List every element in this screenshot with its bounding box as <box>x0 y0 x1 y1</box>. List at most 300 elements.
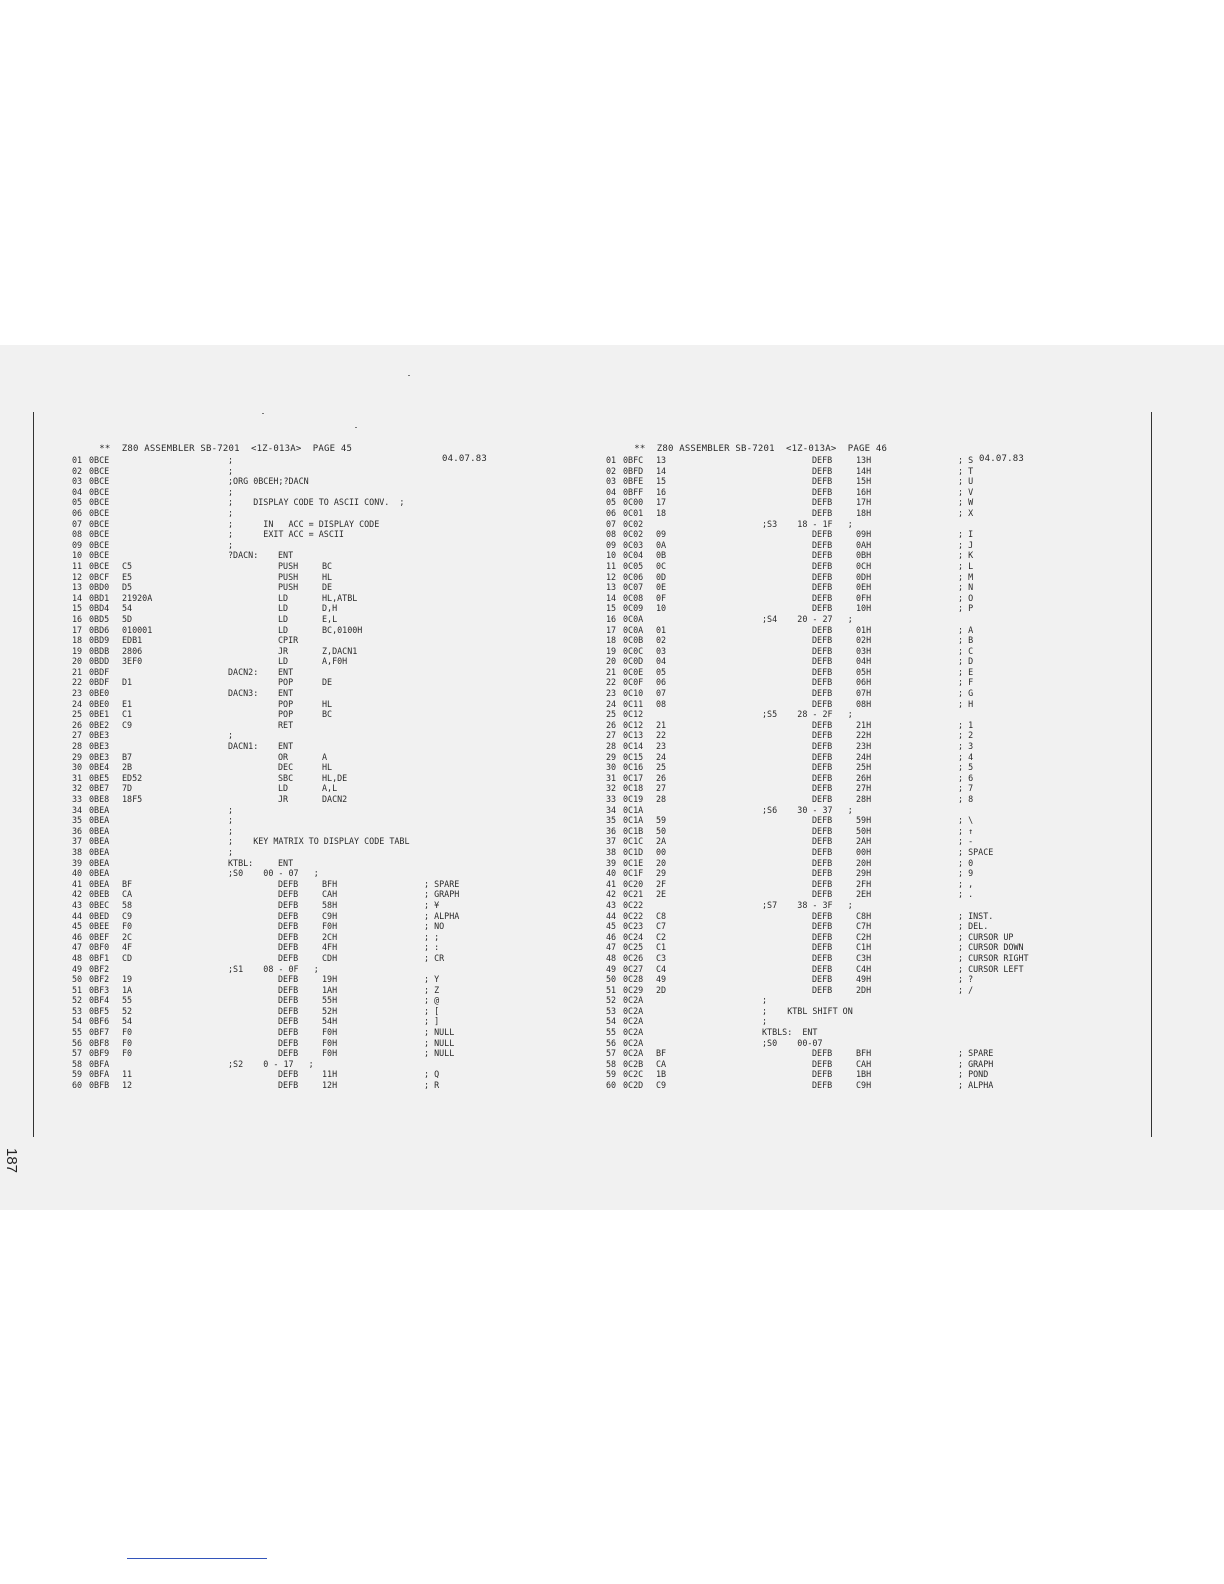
object-code: 55 <box>122 995 133 1006</box>
address: 0BD4 <box>89 603 110 614</box>
address: 0C11 <box>623 698 644 709</box>
address: 0C15 <box>623 751 644 762</box>
listing-line <box>606 455 1126 466</box>
listing-line <box>606 497 1126 508</box>
operand: 15H <box>856 476 872 487</box>
line-number: 51 <box>606 984 617 995</box>
object-code: F0 <box>122 1027 133 1038</box>
object-code: 05 <box>656 666 667 677</box>
listing-line <box>606 773 1126 784</box>
address: 0BCE <box>89 476 110 487</box>
mnemonic: DEFB <box>278 889 299 900</box>
listing-line <box>72 688 592 699</box>
address: 0C2A <box>623 1027 644 1038</box>
listing-line <box>72 815 592 826</box>
label-field: ;S5 28 - 2F ; <box>762 709 853 720</box>
operand: 04H <box>856 656 872 667</box>
listing-line <box>606 540 1126 551</box>
line-number: 15 <box>606 603 617 614</box>
listing-line <box>72 1027 592 1038</box>
comment: ; 6 <box>958 772 974 783</box>
object-code: 50 <box>656 825 667 836</box>
operand: BC <box>322 709 333 720</box>
left-margin-rule <box>33 412 34 1137</box>
line-number: 37 <box>606 836 617 847</box>
page-number: 187 <box>3 1148 20 1174</box>
address: 0BEA <box>89 846 110 857</box>
mnemonic: DEFB <box>812 751 833 762</box>
comment: ; , <box>958 878 974 889</box>
mnemonic: DEFB <box>812 836 833 847</box>
line-number: 26 <box>72 719 83 730</box>
comment: ; G <box>958 688 974 699</box>
object-code: 0D <box>656 571 667 582</box>
address: 0C01 <box>623 507 644 518</box>
address: 0C2A <box>623 1016 644 1027</box>
listing-line <box>72 487 592 498</box>
listing-line <box>606 879 1126 890</box>
mnemonic: LD <box>278 783 289 794</box>
line-number: 10 <box>606 550 617 561</box>
object-code: CA <box>656 1058 667 1069</box>
listing-line <box>72 635 592 646</box>
address: 0C0A <box>623 613 644 624</box>
line-number: 06 <box>72 507 83 518</box>
line-number: 48 <box>606 952 617 963</box>
mnemonic: DEFB <box>812 486 833 497</box>
operand: A <box>322 751 328 762</box>
object-code: F0 <box>122 1037 133 1048</box>
address: 0C1D <box>623 846 644 857</box>
operand: HL <box>322 698 333 709</box>
line-number: 23 <box>72 688 83 699</box>
operand: 27H <box>856 783 872 794</box>
listing-line <box>606 964 1126 975</box>
operand: 0EH <box>856 582 872 593</box>
line-number: 29 <box>72 751 83 762</box>
comment: ; I <box>958 529 974 540</box>
operand: C9H <box>322 910 338 921</box>
mnemonic: POP <box>278 698 294 709</box>
object-code: 06 <box>656 677 667 688</box>
listing-line <box>606 836 1126 847</box>
mnemonic: DEFB <box>812 730 833 741</box>
line-number: 41 <box>606 878 617 889</box>
listing-line <box>606 699 1126 710</box>
operand: 17H <box>856 497 872 508</box>
mnemonic: DEFB <box>812 783 833 794</box>
operand: 2FH <box>856 878 872 889</box>
listing-line <box>606 582 1126 593</box>
mnemonic: DEFB <box>278 931 299 942</box>
left-page-listing <box>72 455 592 1091</box>
listing-line <box>72 730 592 741</box>
mnemonic: DEFB <box>812 889 833 900</box>
comment: ; 7 <box>958 783 974 794</box>
operand: 2DH <box>856 984 872 995</box>
line-number: 32 <box>606 783 617 794</box>
listing-line <box>606 487 1126 498</box>
address: 0BFA <box>89 1069 110 1080</box>
right-header-date: 04.07.83 <box>979 454 1024 464</box>
mnemonic: DEFB <box>812 592 833 603</box>
address: 0BE5 <box>89 772 110 783</box>
listing-line <box>72 720 592 731</box>
label-field: ; <box>228 465 234 476</box>
operand: F0H <box>322 1037 338 1048</box>
comment: ; POND <box>958 1069 989 1080</box>
address: 0BF9 <box>89 1048 110 1059</box>
address: 0BCE <box>89 560 110 571</box>
label-field: ;S6 30 - 37 ; <box>762 804 853 815</box>
address: 0C08 <box>623 592 644 603</box>
mnemonic: DEFB <box>812 741 833 752</box>
listing-line <box>72 762 592 773</box>
operand: 08H <box>856 698 872 709</box>
mnemonic: DEFB <box>812 688 833 699</box>
right-margin-rule <box>1151 412 1152 1137</box>
listing-line <box>606 974 1126 985</box>
operand: 26H <box>856 772 872 783</box>
address: 0C0F <box>623 677 644 688</box>
label-field: ; <box>228 486 234 497</box>
comment: ; 5 <box>958 762 974 773</box>
mnemonic: DEFB <box>812 1080 833 1091</box>
label-field: KTBL: <box>228 857 254 868</box>
object-code: 11 <box>122 1069 133 1080</box>
comment: ; Z <box>424 984 440 995</box>
line-number: 11 <box>72 560 83 571</box>
listing-line <box>606 847 1126 858</box>
object-code: 17 <box>656 497 667 508</box>
address: 0BEB <box>89 889 110 900</box>
comment: ; 9 <box>958 868 974 879</box>
operand: C4H <box>856 963 872 974</box>
object-code: 12 <box>122 1080 133 1091</box>
listing-line <box>72 783 592 794</box>
listing-line <box>606 1080 1126 1091</box>
operand: 1AH <box>322 984 338 995</box>
object-code: 24 <box>656 751 667 762</box>
mnemonic: DEFB <box>812 963 833 974</box>
listing-line <box>606 826 1126 837</box>
address: 0C26 <box>623 952 644 963</box>
listing-line <box>72 1006 592 1017</box>
object-code: 54 <box>122 1016 133 1027</box>
line-number: 20 <box>606 656 617 667</box>
mnemonic: DEFB <box>812 719 833 730</box>
comment: ; T <box>958 465 974 476</box>
listing-line <box>72 868 592 879</box>
address: 0BEA <box>89 836 110 847</box>
operand: HL,ATBL <box>322 592 358 603</box>
listing-line <box>606 677 1126 688</box>
line-number: 01 <box>72 455 83 465</box>
line-number: 05 <box>72 497 83 508</box>
label-field: ;S3 18 - 1F ; <box>762 518 853 529</box>
object-code: 02 <box>656 635 667 646</box>
listing-line <box>72 1069 592 1080</box>
listing-line <box>606 1038 1126 1049</box>
address: 0C12 <box>623 719 644 730</box>
address: 0C13 <box>623 730 644 741</box>
operand: 02H <box>856 635 872 646</box>
mnemonic: DEFB <box>278 1080 299 1091</box>
line-number: 43 <box>606 899 617 910</box>
line-number: 42 <box>606 889 617 900</box>
object-code: 2D <box>656 984 667 995</box>
address: 0BCE <box>89 465 110 476</box>
address: 0BF6 <box>89 1016 110 1027</box>
operand: DACN2 <box>322 794 348 804</box>
address: 0BCE <box>89 550 110 561</box>
address: 0C14 <box>623 741 644 752</box>
line-number: 20 <box>72 656 83 667</box>
line-number: 09 <box>606 539 617 550</box>
line-number: 37 <box>72 836 83 847</box>
operand: F0H <box>322 1027 338 1038</box>
line-number: 22 <box>72 677 83 688</box>
comment: ; 2 <box>958 730 974 741</box>
address: 0BCE <box>89 455 110 465</box>
label-field: ; DISPLAY CODE TO ASCII CONV. ; <box>228 497 405 508</box>
mnemonic: ENT <box>278 688 294 699</box>
mnemonic: DEFB <box>812 931 833 942</box>
mnemonic: DEFB <box>812 539 833 550</box>
line-number: 25 <box>72 709 83 720</box>
address: 0BFB <box>89 1080 110 1091</box>
listing-line <box>606 476 1126 487</box>
comment: ; 1 <box>958 719 974 730</box>
operand: HL <box>322 762 333 773</box>
object-code: 21 <box>656 719 667 730</box>
address: 0BF8 <box>89 1037 110 1048</box>
listing-line <box>72 529 592 540</box>
address: 0C00 <box>623 497 644 508</box>
comment: ; DEL. <box>958 921 989 932</box>
listing-line <box>72 826 592 837</box>
label-field: ; <box>228 846 234 857</box>
operand: CDH <box>322 952 338 963</box>
object-code: 0B <box>656 550 667 561</box>
operand: DE <box>322 677 333 688</box>
mnemonic: DEFB <box>812 857 833 868</box>
line-number: 25 <box>606 709 617 720</box>
address: 0C02 <box>623 518 644 529</box>
object-code: 01 <box>656 624 667 635</box>
listing-line <box>606 858 1126 869</box>
label-field: ; KTBL SHIFT ON <box>762 1005 853 1016</box>
line-number: 06 <box>606 507 617 518</box>
line-number: 60 <box>72 1080 83 1091</box>
listing-line <box>606 720 1126 731</box>
operand: CAH <box>322 889 338 900</box>
left-header-title: ** Z80 ASSEMBLER SB-7201 <1Z-013A> PAGE 45 <box>99 444 353 454</box>
mnemonic: DEFB <box>812 560 833 571</box>
address: 0C16 <box>623 762 644 773</box>
listing-line <box>606 783 1126 794</box>
listing-line <box>72 625 592 636</box>
listing-line <box>72 964 592 975</box>
object-code: BF <box>656 1048 667 1059</box>
operand: 50H <box>856 825 872 836</box>
operand: 22H <box>856 730 872 741</box>
comment: ; ALPHA <box>424 910 460 921</box>
object-code: 0C <box>656 560 667 571</box>
address: 0C22 <box>623 899 644 910</box>
listing-line <box>606 603 1126 614</box>
address: 0BEA <box>89 804 110 815</box>
line-number: 27 <box>606 730 617 741</box>
comment: ; 0 <box>958 857 974 868</box>
line-number: 52 <box>72 995 83 1006</box>
line-number: 17 <box>72 624 83 635</box>
listing-line <box>72 1080 592 1091</box>
line-number: 11 <box>606 560 617 571</box>
label-field: ; <box>228 455 234 465</box>
address: 0BD1 <box>89 592 110 603</box>
line-number: 48 <box>72 952 83 963</box>
line-number: 19 <box>606 645 617 656</box>
listing-line <box>72 582 592 593</box>
object-code: CA <box>122 889 133 900</box>
comment: ; V <box>958 486 974 497</box>
label-field: ; <box>228 825 234 836</box>
object-code: 00 <box>656 846 667 857</box>
line-number: 14 <box>606 592 617 603</box>
line-number: 53 <box>606 1005 617 1016</box>
object-code: 0E <box>656 582 667 593</box>
comment: ; SPARE <box>958 1048 994 1059</box>
object-code: 25 <box>656 762 667 773</box>
mnemonic: DEFB <box>278 1037 299 1048</box>
address: 0BD6 <box>89 624 110 635</box>
address: 0BEC <box>89 899 110 910</box>
address: 0BCE <box>89 539 110 550</box>
comment: ; S <box>958 455 974 465</box>
listing-line <box>72 889 592 900</box>
line-number: 12 <box>72 571 83 582</box>
line-number: 59 <box>606 1069 617 1080</box>
comment: ; ; <box>424 931 440 942</box>
line-number: 28 <box>606 741 617 752</box>
line-number: 10 <box>72 550 83 561</box>
comment: ; CURSOR DOWN <box>958 942 1024 953</box>
label-field: ; EXIT ACC = ASCII <box>228 529 344 540</box>
line-number: 57 <box>606 1048 617 1059</box>
line-number: 08 <box>606 529 617 540</box>
object-code: 1B <box>656 1069 667 1080</box>
line-number: 30 <box>72 762 83 773</box>
listing-line <box>606 805 1126 816</box>
listing-line <box>606 646 1126 657</box>
line-number: 13 <box>72 582 83 593</box>
address: 0C28 <box>623 974 644 985</box>
object-code: F0 <box>122 1048 133 1059</box>
listing-line <box>72 519 592 530</box>
object-code: C4 <box>656 963 667 974</box>
line-number: 07 <box>606 518 617 529</box>
label-field: ;ORG 0BCEH;?DACN <box>228 476 309 487</box>
mnemonic: DEFB <box>812 698 833 709</box>
mnemonic: DEFB <box>278 984 299 995</box>
label-field: ;S4 20 - 27 ; <box>762 613 853 624</box>
line-number: 03 <box>606 476 617 487</box>
listing-line <box>606 656 1126 667</box>
listing-line <box>606 1006 1126 1017</box>
operand: 06H <box>856 677 872 688</box>
line-number: 13 <box>606 582 617 593</box>
address: 0BF3 <box>89 984 110 995</box>
mnemonic: ENT <box>278 857 294 868</box>
address: 0BE0 <box>89 698 110 709</box>
object-code: C9 <box>122 910 133 921</box>
address: 0C0B <box>623 635 644 646</box>
line-number: 39 <box>606 857 617 868</box>
address: 0C06 <box>623 571 644 582</box>
listing-line <box>72 646 592 657</box>
mnemonic: DEFB <box>812 984 833 995</box>
listing-line <box>72 614 592 625</box>
mnemonic: DEFB <box>278 878 299 889</box>
line-number: 14 <box>72 592 83 603</box>
comment: ; Y <box>424 974 440 985</box>
line-number: 34 <box>72 804 83 815</box>
mnemonic: ENT <box>278 666 294 677</box>
mnemonic: DEFB <box>812 878 833 889</box>
line-number: 03 <box>72 476 83 487</box>
listing-line <box>72 1038 592 1049</box>
mnemonic: DEFB <box>812 635 833 646</box>
operand: F0H <box>322 1048 338 1059</box>
operand: 10H <box>856 603 872 614</box>
address: 0BFE <box>623 476 644 487</box>
mnemonic: DEFB <box>812 455 833 465</box>
mnemonic: LD <box>278 592 289 603</box>
listing-line <box>606 667 1126 678</box>
listing-line <box>606 815 1126 826</box>
operand: HL,DE <box>322 772 348 783</box>
line-number: 57 <box>72 1048 83 1059</box>
line-number: 53 <box>72 1005 83 1016</box>
line-number: 38 <box>606 846 617 857</box>
object-code: 15 <box>656 476 667 487</box>
scan-speck <box>408 375 410 376</box>
address: 0BE3 <box>89 751 110 762</box>
comment: ; O <box>958 592 974 603</box>
line-number: 42 <box>72 889 83 900</box>
comment: ; N <box>958 582 974 593</box>
address: 0BCE <box>89 518 110 529</box>
mnemonic: DEFB <box>278 1005 299 1016</box>
address: 0BEA <box>89 815 110 826</box>
comment: ; R <box>424 1080 440 1091</box>
operand: A,F0H <box>322 656 348 667</box>
line-number: 33 <box>72 794 83 804</box>
address: 0C2C <box>623 1069 644 1080</box>
operand: 09H <box>856 529 872 540</box>
address: 0C19 <box>623 794 644 804</box>
mnemonic: DEFB <box>812 825 833 836</box>
mnemonic: DEFB <box>278 974 299 985</box>
line-number: 49 <box>606 963 617 974</box>
mnemonic: DEFB <box>812 974 833 985</box>
object-code: 04 <box>656 656 667 667</box>
object-code: CD <box>122 952 133 963</box>
object-code: 59 <box>656 815 667 826</box>
mnemonic: PUSH <box>278 582 299 593</box>
line-number: 56 <box>72 1037 83 1048</box>
